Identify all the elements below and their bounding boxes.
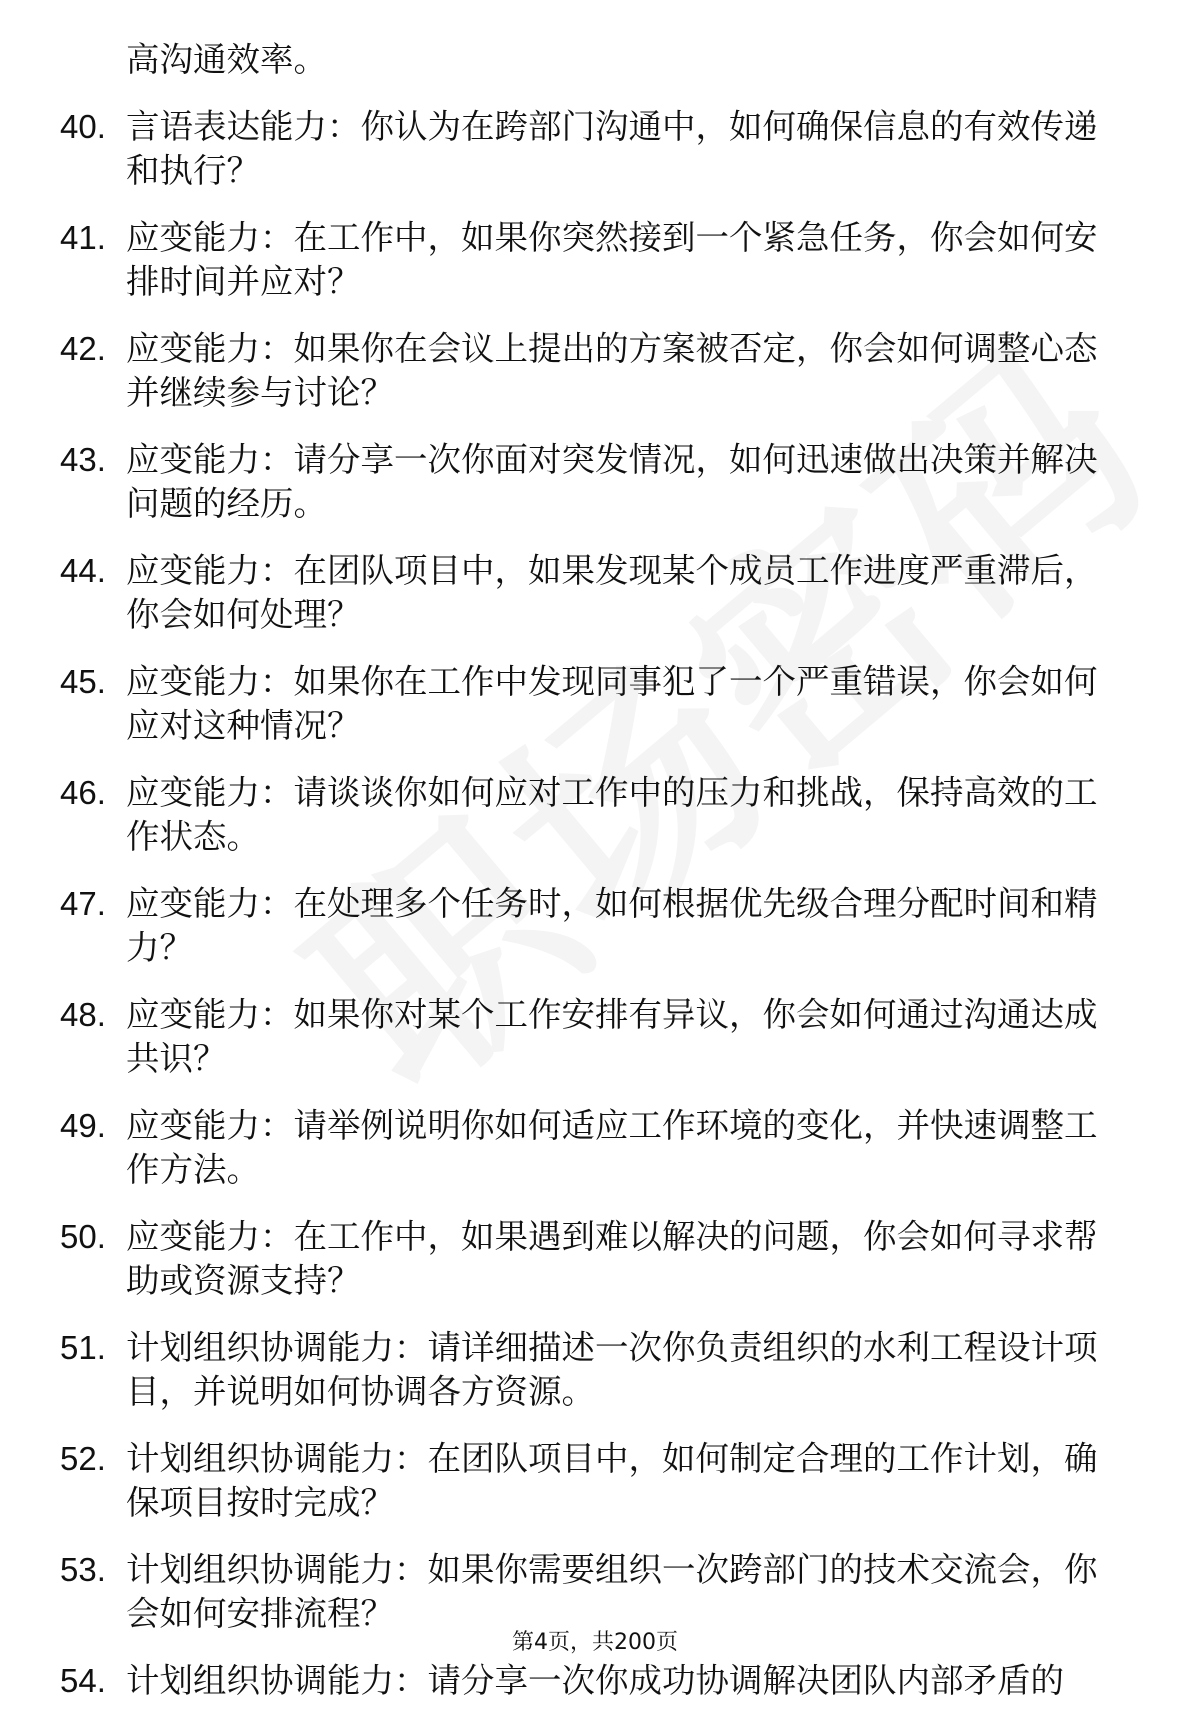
question-number: 53. — [60, 1551, 106, 1588]
list-item — [60, 327, 1110, 415]
question-number: 52. — [60, 1440, 106, 1477]
question-number: 45. — [60, 663, 106, 700]
question-number: 50. — [60, 1218, 106, 1255]
list-item — [60, 771, 1110, 859]
question-text: 应变能力：如果你在会议上提出的方案被否定，你会如何调整心态并继续参与讨论？ — [126, 329, 1098, 412]
question-number: 40. — [60, 108, 106, 145]
list-item — [60, 438, 1110, 526]
list-item — [60, 660, 1110, 748]
question-number: 44. — [60, 552, 106, 589]
question-number: 49. — [60, 1107, 106, 1144]
question-text: 应变能力：在处理多个任务时，如何根据优先级合理分配时间和精力？ — [126, 884, 1098, 967]
question-text: 应变能力：如果你对某个工作安排有异议，你会如何通过沟通达成共识？ — [126, 995, 1098, 1078]
question-text: 应变能力：请谈谈你如何应对工作中的压力和挑战，保持高效的工作状态。 — [126, 773, 1098, 856]
question-number: 51. — [60, 1329, 106, 1366]
question-number: 43. — [60, 441, 106, 478]
question-number: 47. — [60, 885, 106, 922]
question-text: 计划组织协调能力：请详细描述一次你负责组织的水利工程设计项目，并说明如何协调各方资源。 — [126, 1328, 1098, 1411]
question-text: 计划组织协调能力：请分享一次你成功协调解决团队内部矛盾的 — [126, 1661, 1064, 1700]
question-text: 应变能力：在工作中，如果你突然接到一个紧急任务，你会如何安排时间并应对？ — [126, 218, 1098, 301]
question-text: 应变能力：如果你在工作中发现同事犯了一个严重错误，你会如何应对这种情况？ — [126, 662, 1098, 745]
question-text: 应变能力：在工作中，如果遇到难以解决的问题，你会如何寻求帮助或资源支持？ — [126, 1217, 1098, 1300]
list-item — [60, 549, 1110, 637]
list-item — [60, 105, 1110, 193]
question-list — [60, 38, 1110, 1726]
list-item — [60, 1437, 1110, 1525]
question-number: 48. — [60, 996, 106, 1033]
question-number: 54. — [60, 1662, 106, 1699]
question-text: 言语表达能力：你认为在跨部门沟通中，如何确保信息的有效传递和执行？ — [126, 107, 1098, 190]
list-item — [60, 1548, 1110, 1636]
continuation-text: 高沟通效率。 — [126, 40, 327, 79]
list-item — [60, 1104, 1110, 1192]
list-item — [60, 216, 1110, 304]
list-item — [60, 1326, 1110, 1414]
question-number: 41. — [60, 219, 106, 256]
question-text: 应变能力：请分享一次你面对突发情况，如何迅速做出决策并解决问题的经历。 — [126, 440, 1098, 523]
list-item — [60, 1659, 1110, 1703]
question-text: 计划组织协调能力：在团队项目中，如何制定合理的工作计划，确保项目按时完成？ — [126, 1439, 1098, 1522]
list-item — [60, 993, 1110, 1081]
question-number: 46. — [60, 774, 106, 811]
question-text: 应变能力：在团队项目中，如果发现某个成员工作进度严重滞后，你会如何处理？ — [126, 551, 1098, 634]
list-item — [60, 882, 1110, 970]
question-number: 42. — [60, 330, 106, 367]
page-footer: 第4页，共200页 — [512, 1630, 678, 1655]
question-text: 应变能力：请举例说明你如何适应工作环境的变化，并快速调整工作方法。 — [126, 1106, 1098, 1189]
question-text: 计划组织协调能力：如果你需要组织一次跨部门的技术交流会，你会如何安排流程？ — [126, 1550, 1098, 1633]
list-item — [60, 1215, 1110, 1303]
